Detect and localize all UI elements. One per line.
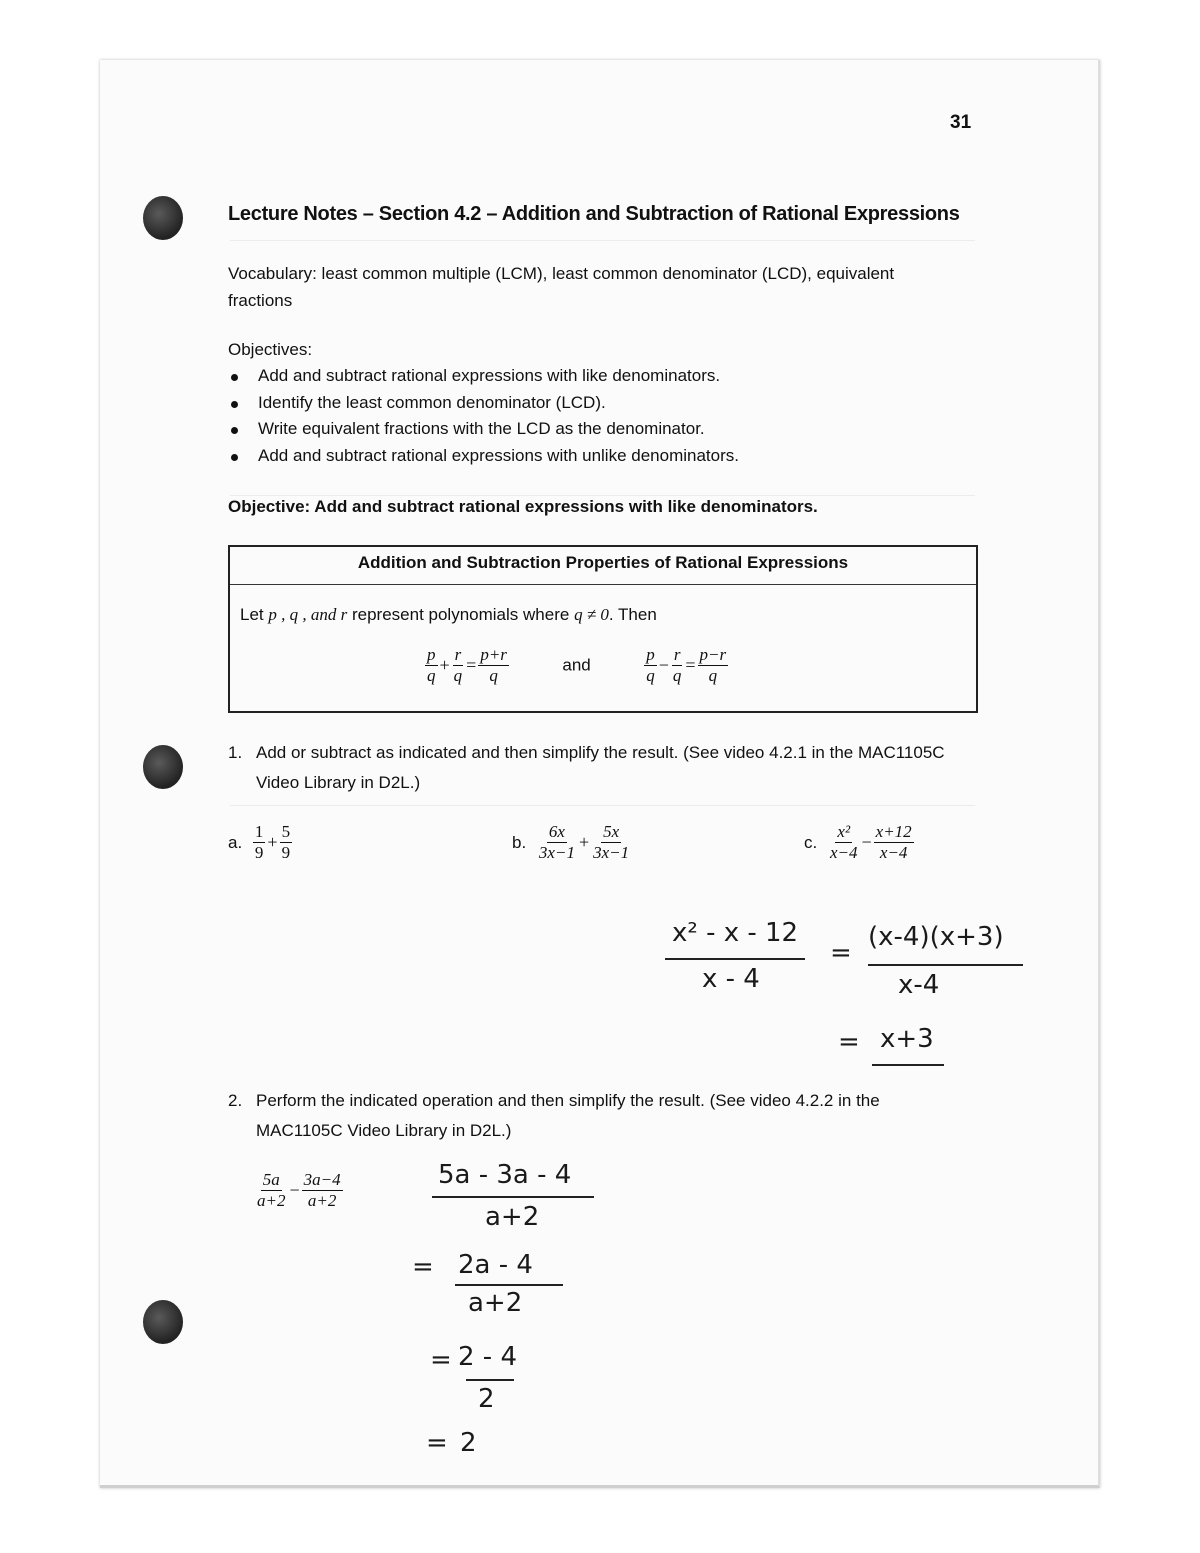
handwritten-final-answer: 2 <box>460 1428 477 1458</box>
fraction <box>255 1170 287 1211</box>
handwritten-equals: = <box>430 1345 452 1375</box>
binder-hole <box>143 745 183 789</box>
property-formulas <box>425 645 728 686</box>
handwritten-denominator: a+2 <box>485 1202 540 1232</box>
numerator: 3a−4 <box>303 1170 341 1189</box>
vocabulary-text: Vocabulary: least common multiple (LCM), least common denominator (LCD), equivalent fractions <box>228 264 895 310</box>
handwritten-fraction-bar <box>466 1379 514 1381</box>
question-1-part-c <box>804 822 914 863</box>
handwritten-denominator: x-4 <box>898 970 940 1000</box>
fraction <box>698 645 729 686</box>
bleed-through-line <box>230 805 975 806</box>
fraction <box>452 645 465 686</box>
handwritten-equals: = <box>426 1428 448 1458</box>
objective-item: Identify the least common denominator (LCD). <box>228 393 739 420</box>
denominator: 9 <box>254 843 264 862</box>
let-text: . Then <box>608 605 657 624</box>
denominator: 9 <box>281 843 291 862</box>
numerator: r <box>673 645 681 664</box>
and-word: and <box>562 655 591 675</box>
numerator: p <box>427 645 436 664</box>
let-text: represent polynomials where <box>351 605 570 624</box>
denominator: q <box>453 666 463 685</box>
numerator: 5x <box>603 822 620 841</box>
properties-box-title: Addition and Subtraction Properties of Rational Expressions <box>357 553 849 572</box>
let-condition: q ≠ 0 <box>574 605 609 624</box>
let-variables: p , q , and r <box>268 605 348 624</box>
fraction <box>425 645 438 686</box>
handwritten-equals: = <box>830 938 852 968</box>
part-label: b. <box>512 832 527 852</box>
objective-item: Write equivalent fractions with the LCD as the denominator. <box>228 419 739 446</box>
part-label: a. <box>228 832 243 852</box>
handwritten-fraction-bar <box>868 964 1023 966</box>
question-text: Video Library in D2L.) <box>256 773 421 792</box>
numerator: 1 <box>254 822 264 841</box>
denominator: 3x−1 <box>593 843 630 862</box>
question-number: 2. <box>228 1091 243 1110</box>
fraction <box>591 822 631 863</box>
denominator: q <box>427 666 436 685</box>
numerator: 6x <box>548 822 565 841</box>
numerator: 5a <box>262 1170 280 1189</box>
handwritten-equals: = <box>412 1252 434 1282</box>
box-divider <box>230 584 976 585</box>
numerator: p+r <box>480 645 507 664</box>
page-number: 31 <box>950 112 972 133</box>
fraction <box>644 645 657 686</box>
denominator: a+2 <box>257 1191 286 1210</box>
handwritten-denominator: x - 4 <box>702 964 760 994</box>
fraction <box>478 645 509 686</box>
bleed-through-line <box>230 240 975 241</box>
question-1-part-a <box>228 822 292 863</box>
handwritten-numerator: (x-4)(x+3) <box>868 922 1004 952</box>
handwritten-numerator: 2 - 4 <box>458 1342 517 1372</box>
denominator: q <box>708 666 718 685</box>
denominator: 3x−1 <box>538 843 575 862</box>
denominator: x−4 <box>879 843 908 862</box>
denominator: q <box>489 666 498 685</box>
handwritten-numerator: 2a - 4 <box>458 1250 533 1280</box>
properties-box-statement <box>240 605 657 625</box>
question-1-part-b <box>512 822 631 863</box>
objective-item: Add and subtract rational expressions with unlike denominators. <box>228 446 739 473</box>
question-text: Perform the indicated operation and then simplify the result. (See video 4.2.2 in the <box>256 1091 880 1110</box>
numerator: p−r <box>699 645 727 664</box>
operator: − <box>658 655 669 675</box>
question-text: MAC1105C Video Library in D2L.) <box>256 1121 512 1140</box>
fraction <box>874 822 914 863</box>
operator: = <box>685 655 696 675</box>
handwritten-denominator: a+2 <box>468 1288 523 1318</box>
question-2-expression <box>255 1170 343 1211</box>
fraction <box>537 822 577 863</box>
question-1 <box>228 738 945 798</box>
numerator: p <box>646 645 655 664</box>
operator: − <box>289 1180 300 1200</box>
operator: − <box>861 832 872 852</box>
handwritten-result: x+3 <box>880 1024 934 1054</box>
handwritten-denominator: 2 <box>478 1384 495 1414</box>
numerator: r <box>454 645 462 664</box>
handwritten-numerator: 5a - 3a - 4 <box>438 1160 572 1190</box>
bleed-through-line <box>230 495 975 496</box>
objective-item: Add and subtract rational expressions with like denominators. <box>228 366 739 393</box>
operator: = <box>466 655 477 675</box>
question-text: Add or subtract as indicated and then simplify the result. (See video 4.2.1 in the MAC1105C <box>256 743 945 762</box>
fraction <box>280 822 293 863</box>
objective-section-heading: Objective: Add and subtract rational expressions with like denominators. <box>228 497 818 516</box>
handwritten-fraction-bar <box>665 958 805 960</box>
fraction <box>671 645 684 686</box>
question-number: 1. <box>228 743 243 762</box>
handwritten-equals: = <box>838 1027 860 1057</box>
handwritten-fraction-bar <box>455 1284 563 1286</box>
operator: + <box>578 832 590 852</box>
objectives-heading: Objectives: <box>228 340 313 359</box>
page-title: Lecture Notes – Section 4.2 – Addition and Subtraction of Rational Expressions <box>228 203 960 225</box>
binder-hole <box>143 196 183 240</box>
handwritten-underline <box>872 1064 944 1066</box>
part-label: c. <box>804 832 818 852</box>
handwritten-fraction-bar <box>432 1196 594 1198</box>
properties-box <box>228 545 978 713</box>
numerator: 5 <box>281 822 291 841</box>
denominator: q <box>646 666 655 685</box>
operator: + <box>439 655 450 675</box>
numerator: x+12 <box>875 822 912 841</box>
numerator: x² <box>837 822 851 841</box>
handwritten-numerator: x² - x - 12 <box>672 918 799 948</box>
denominator: q <box>672 666 682 685</box>
binder-hole <box>143 1300 183 1344</box>
let-text: Let <box>240 605 264 624</box>
fraction <box>302 1170 343 1211</box>
fraction <box>253 822 266 863</box>
denominator: x−4 <box>829 843 858 862</box>
fraction <box>828 822 860 863</box>
question-2 <box>228 1086 880 1146</box>
operator: + <box>267 832 278 852</box>
denominator: a+2 <box>307 1191 337 1210</box>
objectives-list <box>228 366 739 472</box>
